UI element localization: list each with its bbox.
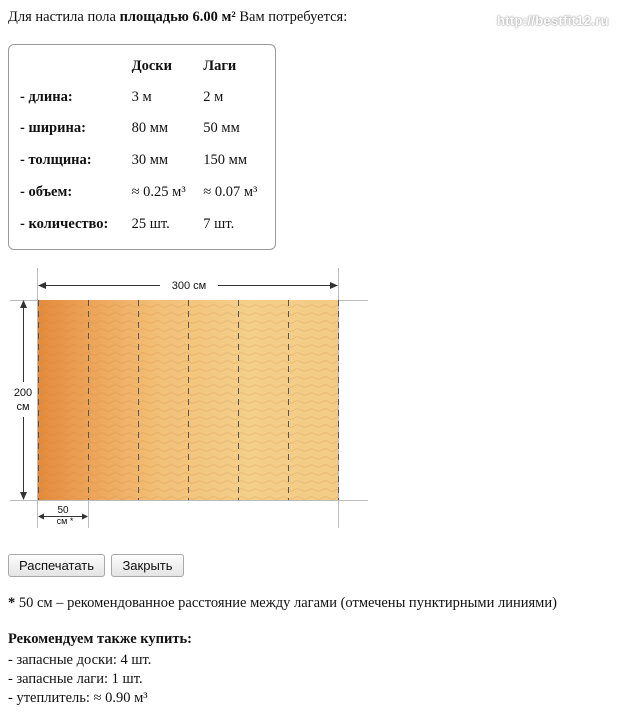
row-label: - толщина:	[20, 151, 92, 168]
materials-table-box	[8, 44, 276, 250]
recommend-list	[8, 651, 151, 708]
list-item: - запасные лаги: 1 шт.	[8, 671, 143, 687]
row-label: - объем:	[20, 183, 73, 200]
joists-value: ≈ 0.07 м³	[203, 183, 258, 200]
boards-value: 80 мм	[131, 119, 169, 136]
boards-value: ≈ 0.25 м³	[131, 183, 186, 200]
height-dimension	[20, 300, 27, 500]
row-label: - длина:	[20, 88, 73, 105]
print-button[interactable]: Распечатать	[8, 554, 105, 577]
result-header	[8, 9, 347, 26]
joists-value: 50 мм	[203, 119, 240, 136]
header-suffix: Вам потребуется:	[239, 9, 348, 25]
header-area: площадью 6.00 м²	[119, 9, 236, 25]
width-label: 300 см	[171, 280, 207, 292]
table-row-length	[20, 80, 275, 112]
spacing-unit: см *	[56, 516, 74, 526]
watermark: http://bestfit12.ru	[497, 13, 609, 28]
table-row-volume	[20, 176, 275, 208]
column-header-joists: Лаги	[203, 58, 237, 74]
close-button[interactable]: Закрыть	[111, 554, 184, 577]
spacing-value: 50	[57, 505, 69, 516]
recommend-title: Рекомендуем также купить:	[8, 631, 192, 647]
boards-value: 30 мм	[131, 151, 169, 168]
joists-value: 7 шт.	[203, 215, 235, 232]
spacing-note	[8, 595, 557, 612]
materials-table	[20, 58, 275, 240]
table-header-row	[20, 58, 275, 80]
note-star: *	[8, 595, 16, 611]
column-header-boards: Доски	[131, 58, 172, 74]
table-row-quantity	[20, 208, 275, 240]
joists-value: 2 м	[203, 88, 224, 105]
list-item: - запасные доски: 4 шт.	[8, 652, 152, 668]
height-value: 200	[13, 387, 33, 399]
row-label: - количество:	[20, 215, 109, 232]
row-label: - ширина:	[20, 119, 86, 136]
boards-value: 25 шт.	[131, 215, 170, 232]
table-row-width	[20, 112, 275, 144]
header-prefix: Для настила пола	[8, 9, 116, 25]
table-header-empty	[20, 58, 132, 80]
floor-diagram	[0, 262, 380, 537]
height-unit: см	[16, 401, 30, 413]
joists-value: 150 мм	[203, 151, 248, 168]
note-text: 50 см – рекомендованное расстояние между лагами (отмечены пунктирными линиями)	[18, 595, 557, 611]
table-row-thickness	[20, 144, 275, 176]
list-item: - утеплитель: ≈ 0.90 м³	[8, 690, 148, 706]
boards-value: 3 м	[131, 88, 152, 105]
